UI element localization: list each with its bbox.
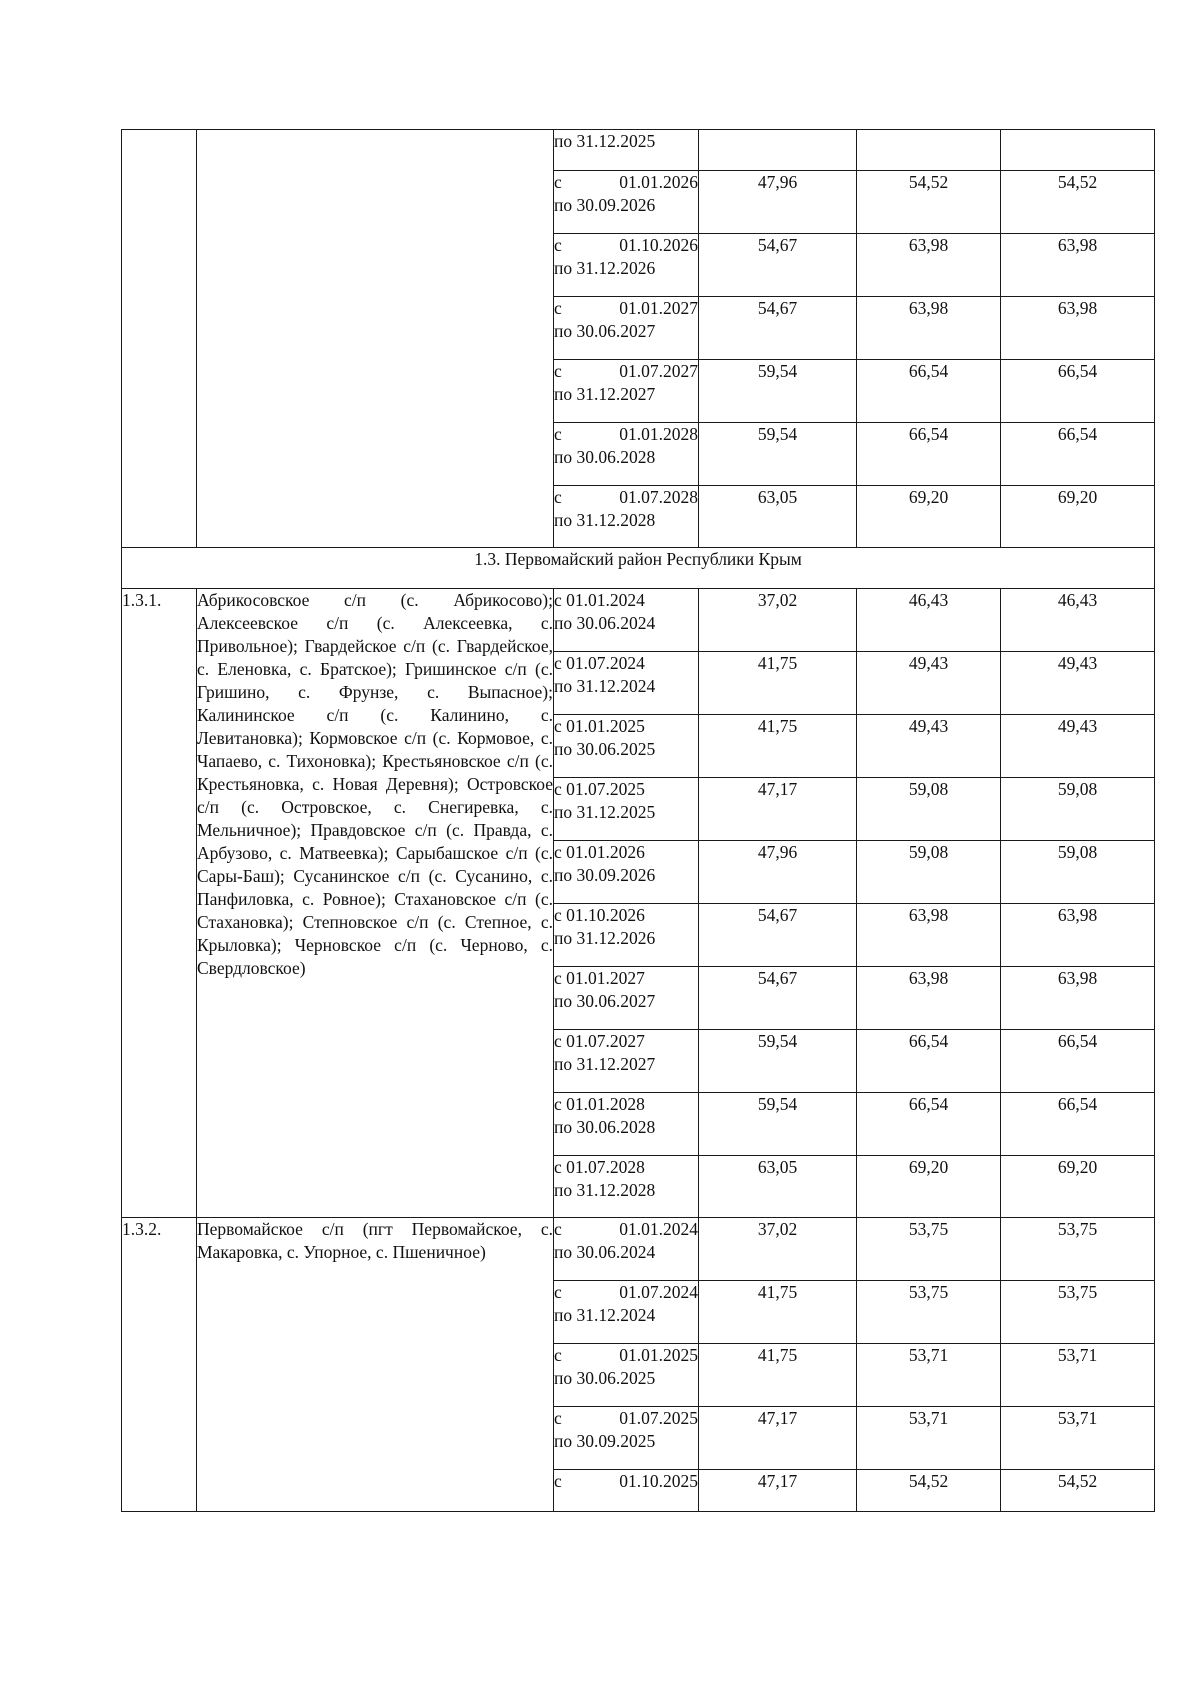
period-to: по 31.12.2024 xyxy=(554,676,656,696)
tariff-value-3: 69,20 xyxy=(1001,1156,1155,1218)
tariff-value-2: 49,43 xyxy=(857,652,1001,715)
period-from: с 01.07.2028 xyxy=(554,1157,645,1177)
period-from-date: 01.07.2025 xyxy=(619,1408,698,1428)
period-from-date: 01.07.2024 xyxy=(619,1282,698,1302)
table-row xyxy=(122,589,1155,652)
tariff-table xyxy=(121,129,1155,1512)
period-from: с 01.01.2026 xyxy=(554,842,645,862)
period-from xyxy=(554,234,698,257)
tariff-value-2: 63,98 xyxy=(857,904,1001,967)
period-cell xyxy=(554,297,699,360)
tariff-value-3 xyxy=(1001,130,1155,171)
period-to: по 30.09.2026 xyxy=(554,195,656,215)
tariff-value-1: 54,67 xyxy=(699,967,857,1030)
tariff-table-body xyxy=(122,130,1155,1512)
tariff-value-3: 53,71 xyxy=(1001,1407,1155,1470)
tariff-value-2: 59,08 xyxy=(857,841,1001,904)
tariff-value-3: 49,43 xyxy=(1001,652,1155,715)
period-from-date: 01.07.2027 xyxy=(619,361,698,381)
tariff-value-1: 54,67 xyxy=(699,297,857,360)
tariff-value-3: 49,43 xyxy=(1001,715,1155,778)
period-cell xyxy=(554,652,699,715)
period-to: по 31.12.2027 xyxy=(554,384,656,404)
period-cell xyxy=(554,486,699,548)
tariff-value-3: 59,08 xyxy=(1001,778,1155,841)
tariff-value-1: 59,54 xyxy=(699,1093,857,1156)
period-to: по 31.12.2024 xyxy=(554,1305,656,1325)
tariff-value-1: 47,17 xyxy=(699,1407,857,1470)
period-to: по 31.12.2025 xyxy=(554,131,656,151)
tariff-value-3: 53,75 xyxy=(1001,1281,1155,1344)
period-from xyxy=(554,1344,698,1367)
tariff-value-3: 59,08 xyxy=(1001,841,1155,904)
territory-cell: Первомайское с/п (пгт Первомайское, с. Макаровка, с. Упорное, с. Пшеничное) xyxy=(197,1218,554,1512)
table-row xyxy=(122,130,1155,171)
period-from xyxy=(554,171,698,194)
tariff-value-1: 47,17 xyxy=(699,778,857,841)
tariff-value-3: 46,43 xyxy=(1001,589,1155,652)
period-from xyxy=(554,1281,698,1304)
tariff-value-2: 53,75 xyxy=(857,1218,1001,1281)
tariff-value-1: 59,54 xyxy=(699,360,857,423)
period-to: по 30.06.2025 xyxy=(554,739,656,759)
tariff-value-2: 69,20 xyxy=(857,486,1001,548)
tariff-value-1: 54,67 xyxy=(699,234,857,297)
tariff-value-2: 54,52 xyxy=(857,1470,1001,1512)
tariff-value-1: 59,54 xyxy=(699,1030,857,1093)
tariff-value-3: 69,20 xyxy=(1001,486,1155,548)
period-to: по 30.06.2025 xyxy=(554,1368,656,1388)
period-from: с 01.07.2027 xyxy=(554,1031,645,1051)
period-cell xyxy=(554,1344,699,1407)
period-from-prefix: с xyxy=(554,1219,562,1239)
period-to: по 31.12.2026 xyxy=(554,928,656,948)
period-to: по 30.06.2027 xyxy=(554,991,656,1011)
tariff-value-3: 66,54 xyxy=(1001,1030,1155,1093)
period-cell xyxy=(554,1407,699,1470)
period-cell xyxy=(554,967,699,1030)
tariff-value-3: 63,98 xyxy=(1001,904,1155,967)
period-cell xyxy=(554,234,699,297)
tariff-value-1: 41,75 xyxy=(699,715,857,778)
tariff-value-1: 37,02 xyxy=(699,1218,857,1281)
tariff-value-1: 41,75 xyxy=(699,652,857,715)
period-to: по 30.06.2024 xyxy=(554,1242,656,1262)
period-to: по 30.06.2028 xyxy=(554,447,656,467)
period-from-prefix: с xyxy=(554,1471,562,1491)
period-from-prefix: с xyxy=(554,487,562,507)
tariff-value-3: 63,98 xyxy=(1001,967,1155,1030)
period-from xyxy=(554,297,698,320)
period-cell xyxy=(554,1093,699,1156)
period-from: с 01.01.2025 xyxy=(554,716,645,736)
period-from: с 01.07.2025 xyxy=(554,779,645,799)
tariff-value-2: 63,98 xyxy=(857,297,1001,360)
period-cell xyxy=(554,715,699,778)
row-number-cell: 1.3.2. xyxy=(122,1218,197,1512)
period-to: по 30.06.2024 xyxy=(554,613,656,633)
period-from-date: 01.10.2025 xyxy=(619,1471,698,1491)
period-to: по 31.12.2028 xyxy=(554,1180,656,1200)
period-from: с 01.01.2024 xyxy=(554,590,645,610)
territory-cell: Абрикосовское с/п (с. Абрикосово); Алексеевское с/п (с. Алексеевка, с. Привольное); Гвардейское с/п (с. Гвардейское, с. Еленовка, с. Братское); Гришинское с/п (с. Гришино, с. Фрунзе, с. Выпасное); Калининское с/п (с. Калинино, с. Левитановка); Кормовское с/п (с. Кормовое, с. Чапаево, с. Тихоновка); Крестьяновское с/п (с. Крестьяновка, с. Новая Деревня); Островское с/п (с. Островское, с. Снегиревка, с. Мельничное); Правдовское с/п (с. Правда, с. Арбузово, с. Матвеевка); Сарыбашское с/п (с. Сары-Баш); Сусанинское с/п (с. Сусанино, с. Панфиловка, с. Ровное); Стахановское с/п (с. Стахановка); Степновское с/п (с. Степное, с. Крыловка); Черновское с/п (с. Черново, с. Свердловское) xyxy=(197,589,554,1218)
period-cell xyxy=(554,1030,699,1093)
tariff-value-3: 63,98 xyxy=(1001,297,1155,360)
period-to: по 30.09.2026 xyxy=(554,865,656,885)
tariff-value-1: 59,54 xyxy=(699,423,857,486)
tariff-value-2: 59,08 xyxy=(857,778,1001,841)
tariff-value-1: 41,75 xyxy=(699,1281,857,1344)
period-from: с 01.01.2027 xyxy=(554,968,645,988)
period-from-prefix: с xyxy=(554,298,562,318)
tariff-value-2: 53,71 xyxy=(857,1407,1001,1470)
period-from: с 01.10.2026 xyxy=(554,905,645,925)
period-from-prefix: с xyxy=(554,1345,562,1365)
tariff-value-1: 41,75 xyxy=(699,1344,857,1407)
period-to: по 31.12.2027 xyxy=(554,1054,656,1074)
period-from-date: 01.01.2028 xyxy=(619,424,698,444)
tariff-value-3: 54,52 xyxy=(1001,1470,1155,1512)
table-row xyxy=(122,1218,1155,1281)
tariff-value-3: 66,54 xyxy=(1001,360,1155,423)
section-title: 1.3. Первомайский район Республики Крым xyxy=(122,548,1155,589)
period-from-date: 01.01.2027 xyxy=(619,298,698,318)
tariff-value-3: 63,98 xyxy=(1001,234,1155,297)
period-from-prefix: с xyxy=(554,424,562,444)
period-from xyxy=(554,1218,698,1241)
period-to: по 30.09.2025 xyxy=(554,1431,656,1451)
period-from xyxy=(554,360,698,383)
period-from xyxy=(554,1470,698,1493)
tariff-value-2: 63,98 xyxy=(857,967,1001,1030)
period-from-date: 01.07.2028 xyxy=(619,487,698,507)
tariff-value-3: 53,71 xyxy=(1001,1344,1155,1407)
row-number-cell xyxy=(122,130,197,548)
period-from-prefix: с xyxy=(554,172,562,192)
tariff-value-2: 66,54 xyxy=(857,1093,1001,1156)
period-from-date: 01.01.2026 xyxy=(619,172,698,192)
tariff-value-1: 54,67 xyxy=(699,904,857,967)
tariff-value-1: 47,17 xyxy=(699,1470,857,1512)
period-from-prefix: с xyxy=(554,1408,562,1428)
tariff-value-3: 53,75 xyxy=(1001,1218,1155,1281)
period-from-prefix: с xyxy=(554,1282,562,1302)
tariff-value-1: 63,05 xyxy=(699,486,857,548)
period-cell xyxy=(554,1470,699,1512)
period-cell xyxy=(554,171,699,234)
tariff-value-2: 46,43 xyxy=(857,589,1001,652)
tariff-value-2: 53,75 xyxy=(857,1281,1001,1344)
period-to: по 31.12.2026 xyxy=(554,258,656,278)
period-to: по 31.12.2025 xyxy=(554,802,656,822)
tariff-value-2: 63,98 xyxy=(857,234,1001,297)
tariff-value-2: 49,43 xyxy=(857,715,1001,778)
period-from-date: 01.01.2024 xyxy=(619,1219,698,1239)
period-from xyxy=(554,1407,698,1430)
tariff-value-1: 47,96 xyxy=(699,841,857,904)
period-to: по 31.12.2028 xyxy=(554,510,656,530)
period-cell xyxy=(554,589,699,652)
period-from-prefix: с xyxy=(554,235,562,255)
period-cell xyxy=(554,1156,699,1218)
period-cell xyxy=(554,360,699,423)
tariff-value-1 xyxy=(699,130,857,171)
tariff-value-2: 53,71 xyxy=(857,1344,1001,1407)
period-to: по 30.06.2027 xyxy=(554,321,656,341)
period-cell xyxy=(554,841,699,904)
period-from xyxy=(554,486,698,509)
section-row xyxy=(122,548,1155,589)
period-cell xyxy=(554,423,699,486)
tariff-value-1: 47,96 xyxy=(699,171,857,234)
period-from-date: 01.01.2025 xyxy=(619,1345,698,1365)
period-cell xyxy=(554,778,699,841)
period-from xyxy=(554,423,698,446)
period-from-prefix: с xyxy=(554,361,562,381)
tariff-value-1: 63,05 xyxy=(699,1156,857,1218)
period-from-date: 01.10.2026 xyxy=(619,235,698,255)
tariff-value-2: 66,54 xyxy=(857,1030,1001,1093)
period-from: с 01.07.2024 xyxy=(554,653,645,673)
tariff-value-3: 66,54 xyxy=(1001,423,1155,486)
tariff-value-3: 66,54 xyxy=(1001,1093,1155,1156)
row-number-cell: 1.3.1. xyxy=(122,589,197,1218)
period-to: по 30.06.2028 xyxy=(554,1117,656,1137)
period-cell xyxy=(554,904,699,967)
period-cell xyxy=(554,1218,699,1281)
period-cell xyxy=(554,130,699,171)
tariff-value-1: 37,02 xyxy=(699,589,857,652)
period-from: с 01.01.2028 xyxy=(554,1094,645,1114)
tariff-value-2: 69,20 xyxy=(857,1156,1001,1218)
tariff-value-2 xyxy=(857,130,1001,171)
tariff-value-2: 54,52 xyxy=(857,171,1001,234)
tariff-value-3: 54,52 xyxy=(1001,171,1155,234)
territory-cell xyxy=(197,130,554,548)
tariff-value-2: 66,54 xyxy=(857,423,1001,486)
tariff-value-2: 66,54 xyxy=(857,360,1001,423)
period-cell xyxy=(554,1281,699,1344)
